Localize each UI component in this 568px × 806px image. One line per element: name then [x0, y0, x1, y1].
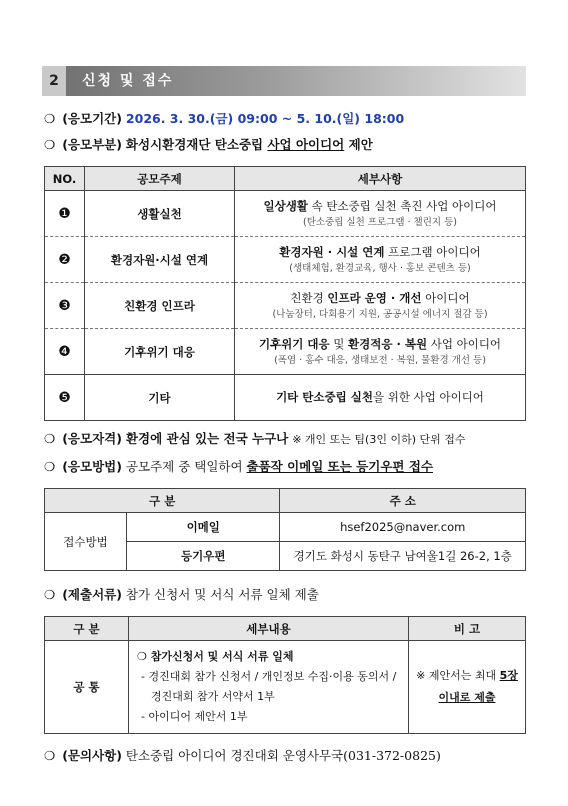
period-value: 2026. 3. 30.(금) 09:00 ~ 5. 10.(일) 18:00	[125, 111, 405, 126]
bullet-icon: ❍	[44, 459, 56, 474]
detail-rest: 사업 아이디어	[427, 336, 502, 351]
method-table	[44, 488, 526, 571]
section-header	[42, 66, 526, 96]
row-topic: 친환경 인프라	[85, 283, 235, 329]
detail-pre: 친환경	[290, 290, 328, 305]
bullet-icon: ❍	[44, 587, 56, 602]
col-remark: 비 고	[409, 617, 526, 641]
category-text-a: 화성시환경재단 탄소중립	[125, 137, 268, 152]
period-line	[44, 110, 404, 128]
remark-count: 5장	[499, 669, 518, 682]
detail-rest: 프로그램 아이디어	[384, 244, 481, 259]
table-row	[45, 191, 526, 237]
category-text-c: 제안	[344, 137, 373, 152]
bullet-icon: ❍	[44, 748, 56, 763]
period-label: (응모기간)	[62, 111, 122, 126]
row-topic: 생활실천	[85, 191, 235, 237]
bullet-icon: ❍	[44, 137, 56, 152]
docs-remark	[409, 641, 526, 734]
method-label: (응모방법)	[62, 459, 122, 474]
table-row	[45, 513, 526, 542]
detail-bold: 기타 탄소중립 실천	[276, 390, 373, 404]
docs-type: 공 통	[45, 641, 129, 734]
detail-bold: 환경자원 · 시설 연계	[279, 244, 385, 259]
row-detail	[235, 237, 526, 283]
col-category: 구 분	[45, 489, 280, 513]
table-row	[45, 641, 526, 734]
docs-detail	[129, 641, 409, 734]
row-number: ❹	[45, 329, 85, 375]
table-row	[45, 237, 526, 283]
section-title: 신청 및 접수	[82, 73, 174, 89]
remark-text: ※ 제안서는 최대	[416, 669, 500, 682]
documents-label: (제출서류)	[62, 587, 122, 602]
method-type: 이메일	[127, 513, 280, 542]
row-detail	[235, 329, 526, 375]
detail-sub: (폭염 · 홍수 대응, 생태보전 · 복원, 물환경 개선 등)	[274, 354, 486, 366]
method-emph: 출품작 이메일 또는 등기우편 접수	[246, 459, 433, 474]
col-address: 주 소	[280, 489, 526, 513]
method-address: hsef2025@naver.com	[280, 513, 526, 542]
detail-sub: (생태체험, 환경교육, 행사 · 홍보 콘텐츠 등)	[289, 262, 471, 274]
contact-line	[44, 747, 441, 765]
col-detail: 세부내용	[129, 617, 409, 641]
eligibility-text: 환경에 관심 있는 전국 누구나	[125, 431, 289, 446]
row-number: ❺	[45, 375, 85, 421]
col-topic: 공모주제	[85, 167, 235, 191]
documents-text: 참가 신청서 및 서식 서류 일체 제출	[125, 587, 319, 602]
docs-title: ❍ 참가신청서 및 서식 서류 일체	[137, 650, 294, 663]
row-number: ❸	[45, 283, 85, 329]
detail-bold: 일상생활	[263, 198, 308, 213]
docs-item: 경진대회 참가 서약서 1부	[151, 690, 275, 703]
docs-item: - 아이디어 제안서 1부	[141, 710, 248, 723]
table-row	[45, 375, 526, 421]
table-row	[45, 283, 526, 329]
docs-header-row	[45, 617, 526, 641]
detail-sub: (나눔장터, 다회용기 지원, 공공시설 에너지 절감 등)	[272, 308, 488, 320]
section-number: 2	[42, 66, 66, 96]
method-type: 등기우편	[127, 542, 280, 571]
detail-bold: 인프라 운영 · 개선	[327, 290, 422, 305]
row-topic: 기타	[85, 375, 235, 421]
contact-text: 탄소중립 아이디어 경진대회 운영사무국(031-372-0825)	[125, 748, 441, 763]
category-label: (응모부분)	[62, 137, 122, 152]
row-topic: 환경자원·시설 연계	[85, 237, 235, 283]
method-line	[44, 458, 433, 476]
method-address: 경기도 화성시 동탄구 남여울1길 26-2, 1층	[280, 542, 526, 571]
row-detail	[235, 283, 526, 329]
bullet-icon: ❍	[44, 431, 56, 446]
contact-label: (문의사항)	[62, 748, 122, 763]
row-detail	[235, 375, 526, 421]
documents-line	[44, 586, 319, 604]
col-no: NO.	[45, 167, 85, 191]
row-number: ❷	[45, 237, 85, 283]
col-type: 구 분	[45, 617, 129, 641]
row-topic: 기후위기 대응	[85, 329, 235, 375]
eligibility-line	[44, 430, 466, 449]
col-detail: 세부사항	[235, 167, 526, 191]
detail-sub: (탄소중립 실천 프로그램 · 챌린지 등)	[302, 216, 457, 228]
method-text: 공모주제 중 택일하여	[125, 459, 247, 474]
topics-table	[44, 166, 526, 421]
detail-bold: 기후위기 대응	[258, 336, 330, 351]
detail-bold-2: 환경적응 · 복원	[348, 336, 428, 351]
detail-rest: 아이디어	[421, 290, 470, 305]
category-line	[44, 136, 373, 154]
row-number: ❶	[45, 191, 85, 237]
eligibility-note: ※ 개인 또는 팀(3인 이하) 단위 접수	[292, 433, 466, 446]
bullet-icon: ❍	[44, 111, 56, 126]
category-text-b: 사업 아이디어	[267, 137, 345, 152]
eligibility-label: (응모자격)	[62, 431, 122, 446]
method-header-row	[45, 489, 526, 513]
remark-limit: 이내로 제출	[438, 691, 496, 704]
detail-rest: 을 위한 사업 아이디어	[372, 390, 484, 404]
detail-rest: 속 탄소중립 실천 촉진 사업 아이디어	[307, 198, 497, 213]
detail-mid: 및	[329, 336, 349, 351]
topics-header-row	[45, 167, 526, 191]
method-group: 접수방법	[45, 513, 127, 571]
docs-item: - 경진대회 참가 신청서 / 개인정보 수집·이용 동의서 /	[141, 670, 397, 683]
table-row	[45, 329, 526, 375]
docs-table	[44, 616, 526, 734]
row-detail	[235, 191, 526, 237]
